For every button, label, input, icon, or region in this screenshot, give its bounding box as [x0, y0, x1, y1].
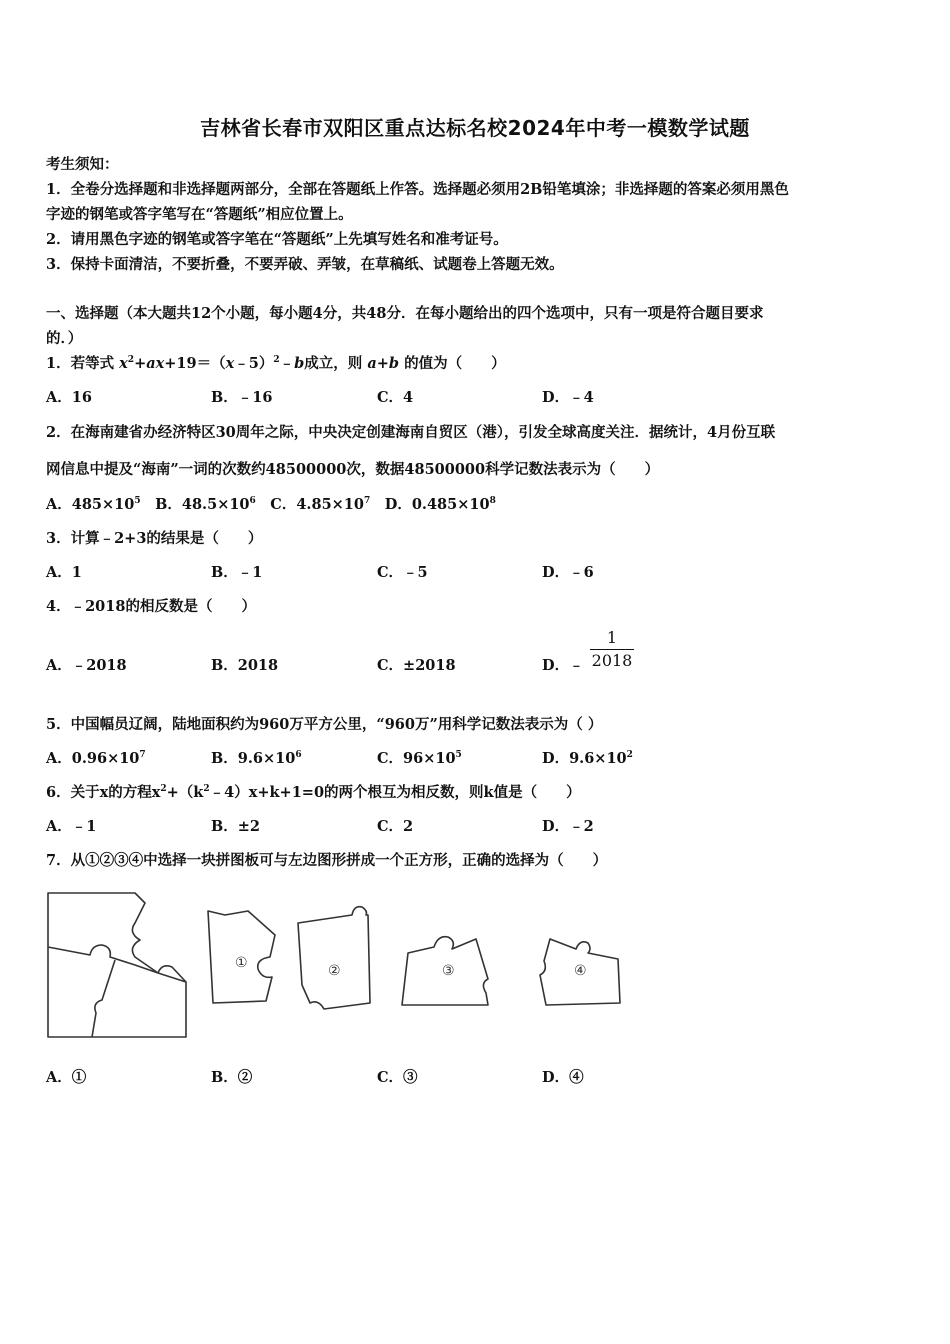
q1-option-a: A．16	[46, 389, 92, 406]
puzzle-left-outline	[48, 893, 186, 1037]
q7-option-b: B．②	[211, 1069, 253, 1086]
notice-heading: 考生须知：	[46, 156, 119, 173]
question-5-stem: 5．中国幅员辽阔，陆地面积约为960万平方公里，“960万”用科学记数法表示为（ ）	[46, 716, 603, 733]
q4-option-d-fraction	[590, 628, 634, 670]
notice-line-1a: 1．全卷分选择题和非选择题两部分，全部在答题纸上作答。选择题必须用2B铅笔填涂；非选择题的答案必须用黑色	[46, 181, 789, 198]
q4-option-a: A．﹣2018	[46, 657, 127, 674]
notice-line-2: 2．请用黑色字迹的钢笔或答字笔在“答题纸”上先填写姓名和准考证号。	[46, 231, 508, 248]
q2-options: A．$485\times 10^5$ B．$48.5\times 10^6$ C．$4.85\times 10^7$ D．$0.485\times 10^8$	[46, 496, 496, 513]
q4-option-c: C．±2018	[377, 657, 456, 674]
fraction-bar	[590, 649, 634, 650]
q3-option-c: C．﹣5	[377, 564, 428, 581]
q1-option-c: C．4	[377, 389, 414, 406]
question-7-stem: 7．从①②③④中选择一块拼图板可与左边图形拼成一个正方形，正确的选择为（ ）	[46, 852, 608, 869]
question-2-line-2: 网信息中提及“海南”一词的次数约48500000次，数据48500000科学记数法表示为（ ）	[46, 461, 660, 478]
q4-option-b: B．2018	[211, 657, 279, 674]
q5-option-d: D．$9.6\times 10^2$	[542, 750, 633, 767]
q6-option-a: A．﹣1	[46, 818, 97, 835]
question-4-stem: 4．﹣2018的相反数是（ ）	[46, 598, 256, 615]
notice-line-3: 3．保持卡面清洁，不要折叠，不要弄破、弄皱，在草稿纸、试题卷上答题无效。	[46, 256, 564, 273]
q7-option-c: C．③	[377, 1069, 418, 1086]
q5-option-c: C．$96\times 10^5$	[377, 750, 462, 767]
q7-option-a: A．①	[46, 1069, 87, 1086]
q3-option-a: A．1	[46, 564, 82, 581]
q6-option-d: D．﹣2	[542, 818, 594, 835]
q1-option-b: B．﹣16	[211, 389, 273, 406]
q3-option-b: B．﹣1	[211, 564, 263, 581]
question-2-line-1: 2．在海南建省办经济特区30周年之际，中央决定创建海南自贸区（港），引发全球高度关注．据统计，4月份互联	[46, 424, 776, 441]
puzzle-left-cut-2	[92, 960, 115, 1037]
puzzle-piece-1-label: ①	[235, 955, 248, 971]
q5-option-b: B．$9.6\times 10^6$	[211, 750, 302, 767]
q7-option-d: D．④	[542, 1069, 584, 1086]
fraction-denominator: 2018	[591, 651, 633, 670]
notice-line-1b: 字迹的钢笔或答字笔写在“答题纸”相应位置上。	[46, 206, 353, 223]
puzzle-piece-2	[298, 907, 370, 1009]
question-1-stem: 1．若等式 $x^2+ax+19=(x﹣5)^2﹣b$成立，则 a+b 的值为（ ）	[46, 355, 506, 372]
puzzle-piece-2-label: ②	[328, 963, 341, 979]
q5-option-a: A．$0.96\times 10^7$	[46, 750, 146, 767]
q4-option-d: D．﹣	[542, 657, 584, 674]
q3-option-d: D．﹣6	[542, 564, 594, 581]
q6-option-b: B．±2	[211, 818, 260, 835]
puzzle-figure	[40, 885, 630, 1050]
question-3-stem: 3．计算﹣2+3的结果是（ ）	[46, 530, 263, 547]
fraction-numerator: 1	[606, 628, 618, 647]
puzzle-piece-4-label: ④	[574, 963, 587, 979]
question-6-stem: 6．关于x的方程$x^2+(k^2﹣4)x+k+1=0$的两个根互为相反数，则k值是（ ）	[46, 784, 581, 801]
section-heading-1: 一、选择题（本大题共12个小题，每小题4分，共48分．在每小题给出的四个选项中，只有一项是符合题目要求	[46, 305, 764, 322]
q6-option-c: C．2	[377, 818, 414, 835]
puzzle-left-cut-1	[48, 945, 158, 973]
puzzle-piece-3-label: ③	[442, 963, 455, 979]
section-heading-2: 的．）	[46, 330, 83, 347]
page-title: 吉林省长春市双阳区重点达标名校2024年中考一模数学试题	[200, 116, 750, 140]
q1-option-d: D．﹣4	[542, 389, 594, 406]
